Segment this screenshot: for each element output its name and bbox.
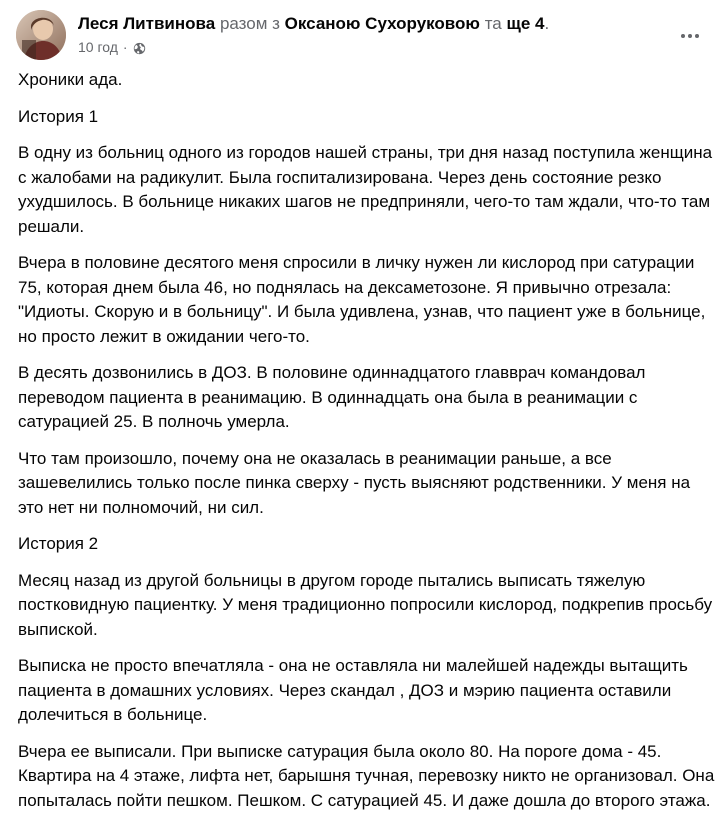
- post-header: [16, 10, 716, 62]
- globe-icon[interactable]: [133, 41, 146, 54]
- with-text: разом з: [219, 14, 280, 33]
- post-paragraph: Вчера ее выписали. При выписке сатурация была около 80. На пороге дома - 45. Квартира на 4 этаже, лифта нет, барышня тучная, перевозку никто не организовал. Она попыталась пойти пешком. Пешком. С сатурацией 45. И даже дошла до второго этажа.: [18, 741, 715, 810]
- post-paragraph: Хроники ада.: [18, 70, 123, 89]
- post-paragraph: Что там произошло, почему она не оказалась в реанимации раньше, а все зашевелились только после пинка сверху - пусть выясняют родственники. У меня на это нет ни полномочий, ни сил.: [18, 448, 691, 517]
- others-link[interactable]: ще 4: [506, 14, 545, 33]
- post-options-button[interactable]: [672, 18, 708, 54]
- author-avatar[interactable]: [16, 10, 66, 60]
- post-paragraph: История 1: [18, 106, 99, 126]
- tagged-person-link[interactable]: Оксаною Сухоруковою: [284, 14, 480, 33]
- post-timestamp[interactable]: 10 год: [78, 39, 118, 55]
- more-horizontal-icon: [681, 34, 699, 38]
- post-paragraph: Вчера в половине десятого меня спросили в личку нужен ли кислород при сатурации 75, которая днем была 46, но поднялась на дексаметозоне. Я привычно отрезала: "Идиоты. Скорую и в больницу". И была удивлена, узнав, что пациент уже в больнице, но просто лежит в ожидании чего-то.: [18, 253, 706, 346]
- post-paragraph: Месяц назад из другой больницы в другом городе пытались выписать тяжелую постковидную пациентку. У меня традиционно попросили кислород, подкрепив просьбу выпиской.: [18, 570, 713, 639]
- post-paragraph: Выписка не просто впечатляла - она не оставляла ни малейшей надежды вытащить пациента в домашних условиях. Через скандал , ДОЗ и мэрию пациента оставили долечиться в больнице.: [18, 656, 688, 724]
- author-name-link[interactable]: Леся Литвинова: [78, 14, 216, 33]
- post-meta: [78, 38, 146, 56]
- meta-separator: ·: [122, 39, 128, 55]
- avatar-photo: [16, 10, 66, 60]
- post-paragraph: В одну из больниц одного из городов нашей страны, три дня назад поступила женщина с жалобами на радикулит. Была госпитализирована. Через день состояние резко ухудшилось. В больнице никаких шагов не предприняли, чего-то там ждали, что-то там решали.: [18, 143, 713, 236]
- period-text: .: [544, 14, 550, 33]
- post-paragraph: В десять дозвонились в ДОЗ. В половине одиннадцатого главврач командовал переводом пациента в реанимацию. В одиннадцать она была в реанимации с сатурацией 25. В полночь умерла.: [18, 363, 646, 431]
- post-paragraph: История 2: [18, 534, 99, 553]
- post-content: [18, 68, 718, 825]
- post-author-line: [78, 13, 549, 35]
- and-text: та: [484, 14, 502, 33]
